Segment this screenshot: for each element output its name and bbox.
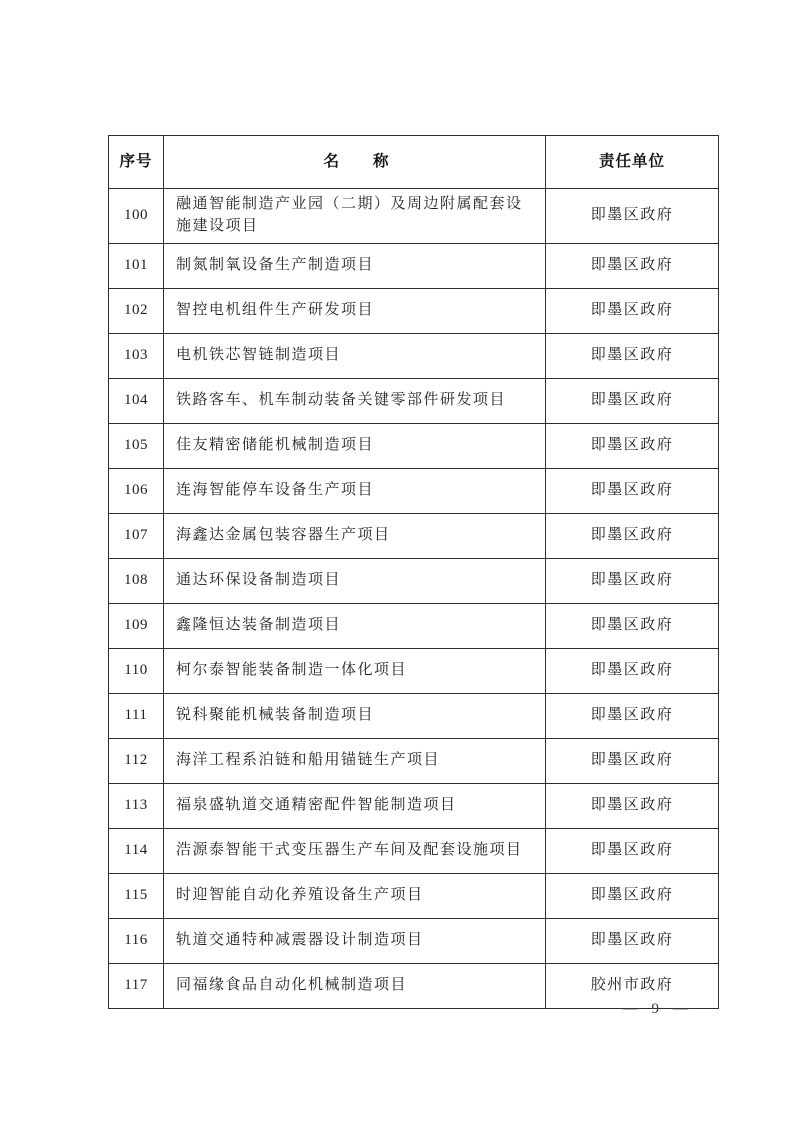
cell-unit: 即墨区政府 — [546, 468, 719, 513]
cell-unit: 即墨区政府 — [546, 603, 719, 648]
table-row — [109, 873, 719, 918]
projects-table — [108, 135, 719, 1009]
cell-name: 浩源泰智能干式变压器生产车间及配套设施项目 — [164, 828, 546, 873]
header-cell-name: 名 称 — [164, 136, 546, 189]
cell-no: 101 — [109, 243, 164, 288]
cell-unit: 即墨区政府 — [546, 513, 719, 558]
table-row — [109, 693, 719, 738]
table-row — [109, 513, 719, 558]
header-row — [109, 136, 719, 189]
table-row — [109, 333, 719, 378]
footer-dash-right: — — [673, 1001, 688, 1017]
table-row — [109, 828, 719, 873]
cell-no: 113 — [109, 783, 164, 828]
table-row — [109, 288, 719, 333]
cell-unit: 即墨区政府 — [546, 243, 719, 288]
cell-name: 鑫隆恒达装备制造项目 — [164, 603, 546, 648]
cell-unit: 即墨区政府 — [546, 378, 719, 423]
cell-unit: 即墨区政府 — [546, 288, 719, 333]
cell-no: 112 — [109, 738, 164, 783]
table-row — [109, 189, 719, 244]
table-body — [109, 189, 719, 1009]
cell-no: 103 — [109, 333, 164, 378]
cell-unit: 胶州市政府 — [546, 963, 719, 1008]
header-cell-unit: 责任单位 — [546, 136, 719, 189]
table-row — [109, 243, 719, 288]
table-header — [109, 136, 719, 189]
table-row — [109, 783, 719, 828]
cell-name: 佳友精密储能机械制造项目 — [164, 423, 546, 468]
cell-no: 109 — [109, 603, 164, 648]
page-number: 9 — [651, 1001, 659, 1017]
header-cell-no: 序号 — [109, 136, 164, 189]
cell-no: 106 — [109, 468, 164, 513]
cell-unit: 即墨区政府 — [546, 648, 719, 693]
table-row — [109, 378, 719, 423]
cell-no: 107 — [109, 513, 164, 558]
table-row — [109, 738, 719, 783]
cell-no: 117 — [109, 963, 164, 1008]
cell-no: 105 — [109, 423, 164, 468]
cell-name: 铁路客车、机车制动装备关键零部件研发项目 — [164, 378, 546, 423]
cell-name: 通达环保设备制造项目 — [164, 558, 546, 603]
cell-name: 时迎智能自动化养殖设备生产项目 — [164, 873, 546, 918]
cell-no: 102 — [109, 288, 164, 333]
cell-no: 115 — [109, 873, 164, 918]
table-row — [109, 603, 719, 648]
cell-name: 锐科聚能机械装备制造项目 — [164, 693, 546, 738]
cell-name: 柯尔泰智能装备制造一体化项目 — [164, 648, 546, 693]
footer-dash-left: — — [622, 1001, 638, 1017]
cell-no: 110 — [109, 648, 164, 693]
cell-name: 轨道交通特种减震器设计制造项目 — [164, 918, 546, 963]
cell-name: 融通智能制造产业园（二期）及周边附属配套设施建设项目 — [164, 189, 546, 244]
table-row — [109, 918, 719, 963]
cell-unit: 即墨区政府 — [546, 558, 719, 603]
cell-no: 104 — [109, 378, 164, 423]
cell-unit: 即墨区政府 — [546, 333, 719, 378]
cell-name: 福泉盛轨道交通精密配件智能制造项目 — [164, 783, 546, 828]
cell-no: 108 — [109, 558, 164, 603]
cell-name: 智控电机组件生产研发项目 — [164, 288, 546, 333]
cell-unit: 即墨区政府 — [546, 783, 719, 828]
table-row — [109, 558, 719, 603]
cell-name: 海鑫达金属包装容器生产项目 — [164, 513, 546, 558]
cell-unit: 即墨区政府 — [546, 189, 719, 244]
cell-no: 111 — [109, 693, 164, 738]
cell-name: 同福缘食品自动化机械制造项目 — [164, 963, 546, 1008]
cell-no: 100 — [109, 189, 164, 244]
cell-unit: 即墨区政府 — [546, 693, 719, 738]
cell-no: 114 — [109, 828, 164, 873]
page-footer — [623, 1001, 689, 1018]
cell-unit: 即墨区政府 — [546, 738, 719, 783]
table-row — [109, 468, 719, 513]
cell-unit: 即墨区政府 — [546, 828, 719, 873]
table-row — [109, 423, 719, 468]
cell-name: 连海智能停车设备生产项目 — [164, 468, 546, 513]
cell-unit: 即墨区政府 — [546, 873, 719, 918]
table-row — [109, 648, 719, 693]
cell-name: 制氮制氧设备生产制造项目 — [164, 243, 546, 288]
cell-name: 电机铁芯智链制造项目 — [164, 333, 546, 378]
cell-unit: 即墨区政府 — [546, 423, 719, 468]
cell-unit: 即墨区政府 — [546, 918, 719, 963]
cell-name: 海洋工程系泊链和船用锚链生产项目 — [164, 738, 546, 783]
cell-no: 116 — [109, 918, 164, 963]
